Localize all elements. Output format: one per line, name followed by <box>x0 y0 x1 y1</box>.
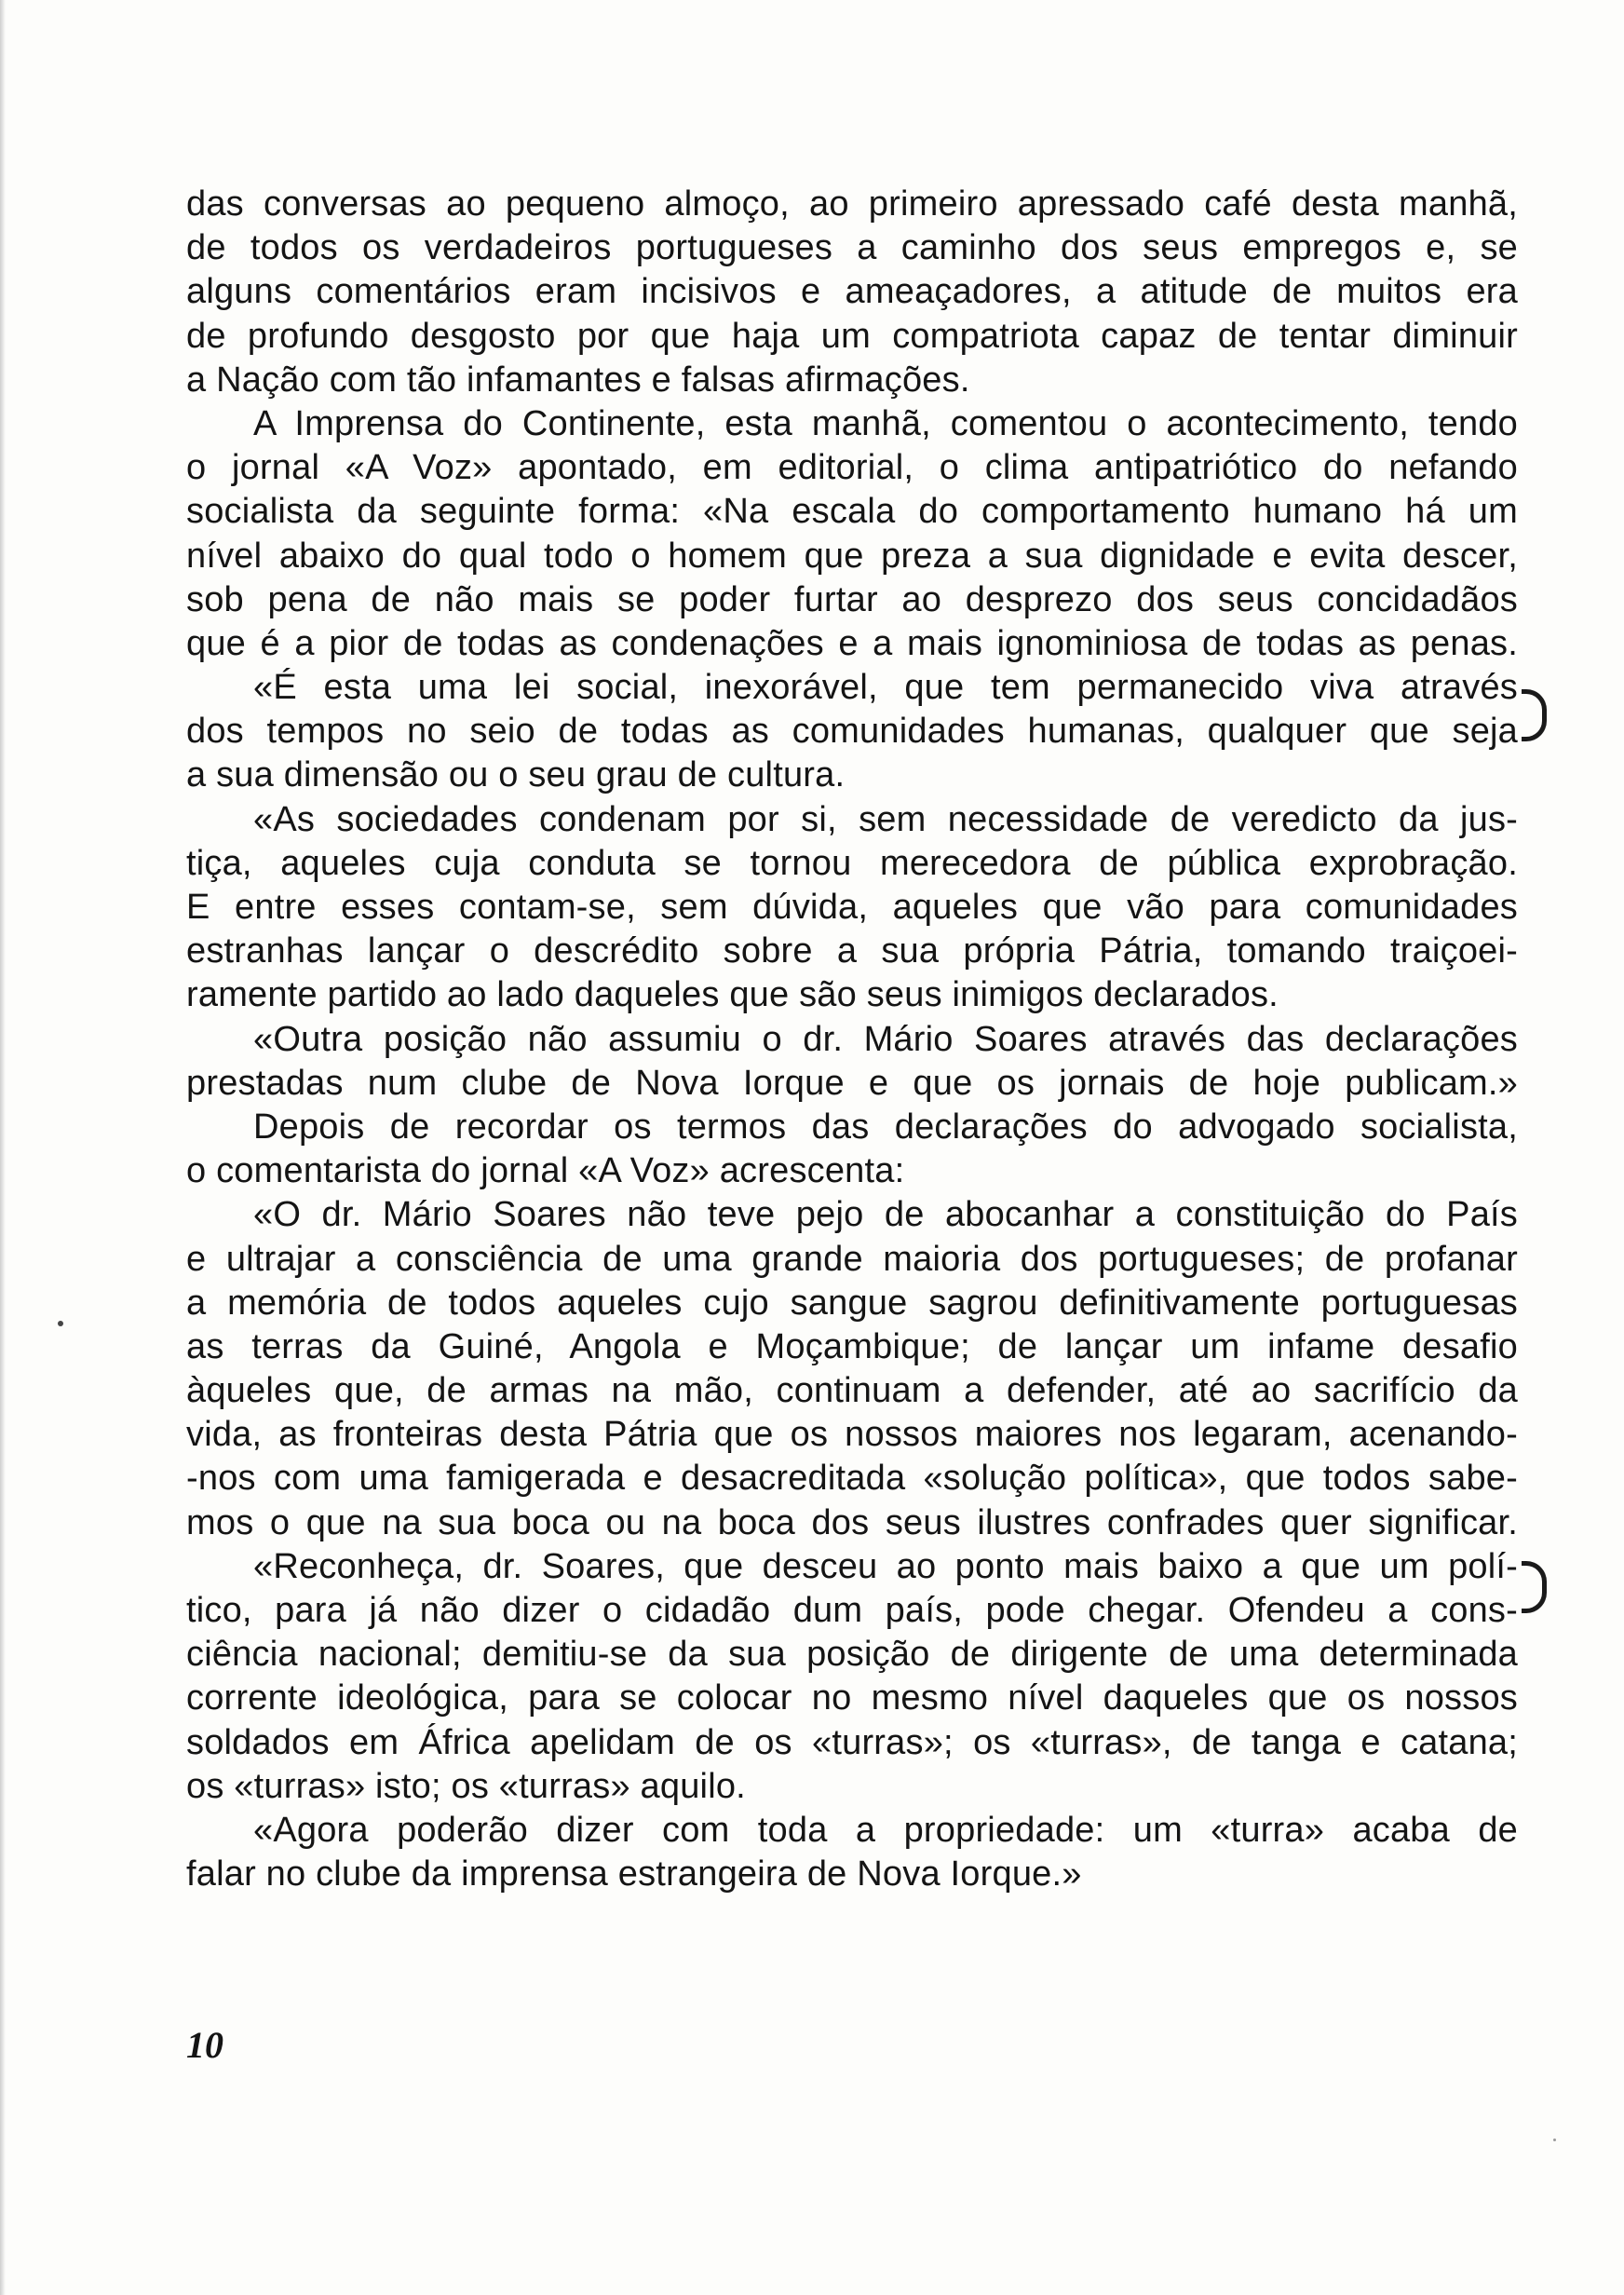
text-line: o comentarista do jornal «A Voz» acrescenta: <box>186 1151 905 1191</box>
text-line: a memória de todos aqueles cujo sangue sagrou definitivamente portuguesas <box>186 1283 1518 1323</box>
text-line: os «turras» isto; os «turras» aquilo. <box>186 1766 746 1806</box>
text-line: Depois de recordar os termos das declarações do advogado socialista, <box>253 1107 1518 1147</box>
text-line: a sua dimensão ou o seu grau de cultura. <box>186 755 846 795</box>
text-line: «Agora poderão dizer com toda a propriedade: um «turra» acaba de <box>253 1810 1518 1850</box>
text-line: E entre esses contam-se, sem dúvida, aqueles que vão para comunidades <box>186 888 1518 927</box>
text-line: nível abaixo do qual todo o homem que preza a sua dignidade e evita descer, <box>186 536 1518 576</box>
text-line: estranhas lançar o descrédito sobre a sua própria Pátria, tomando traiçoei- <box>186 931 1518 971</box>
text-line: o jornal «A Voz» apontado, em editorial, o clima antipatriótico do nefando <box>186 448 1518 488</box>
text-line: sob pena de não mais se poder furtar ao desprezo dos seus concidadãos <box>186 579 1518 619</box>
text-line: das conversas ao pequeno almoço, ao primeiro apressado café desta manhã, <box>186 184 1518 224</box>
text-line: mos o que na sua boca ou na boca dos seus ilustres confrades quer significar. <box>186 1502 1518 1542</box>
text-line: «O dr. Mário Soares não teve pejo de abocanhar a constituição do País <box>253 1195 1518 1235</box>
text-line: «Reconheça, dr. Soares, que desceu ao ponto mais baixo a que um polí- <box>253 1546 1518 1586</box>
text-line: «É esta uma lei social, inexorável, que tem permanecido viva através <box>253 668 1518 708</box>
text-line: tiça, aqueles cuja conduta se tornou merecedora de pública exprobração. <box>186 843 1518 883</box>
text-line: prestadas num clube de Nova Iorque e que os jornais de hoje publicam.» <box>186 1063 1518 1103</box>
page-binding-edge <box>0 0 6 2295</box>
page-number: 10 <box>186 2024 223 2066</box>
text-line: alguns comentários eram incisivos e ameaçadores, a atitude de muitos era <box>186 272 1518 312</box>
text-line: socialista da seguinte forma: «Na escala do comportamento humano há um <box>186 492 1518 532</box>
text-line: falar no clube da imprensa estrangeira de Nova Iorque.» <box>186 1854 1082 1894</box>
body-text <box>186 183 1518 1896</box>
text-line: -nos com uma famigerada e desacreditada «solução política», que todos sabe- <box>186 1459 1518 1499</box>
scan-tab-mark <box>1522 1561 1547 1613</box>
text-line: vida, as fronteiras desta Pátria que os nossos maiores nos legaram, acenando- <box>186 1415 1518 1455</box>
text-line: tico, para já não dizer o cidadão dum país, pode chegar. Ofendeu a cons- <box>186 1591 1518 1630</box>
text-line: àqueles que, de armas na mão, continuam a defender, até ao sacrifício da <box>186 1371 1518 1411</box>
text-line: ramente partido ao lado daqueles que são seus inimigos declarados. <box>186 975 1279 1015</box>
text-line: soldados em África apelidam de os «turras»; os «turras», de tanga e catana; <box>186 1722 1518 1762</box>
text-line: «Outra posição não assumiu o dr. Mário Soares através das declarações <box>253 1019 1518 1059</box>
scan-speck <box>1553 2139 1556 2141</box>
text-line: de profundo desgosto por que haja um compatriota capaz de tentar diminuir <box>186 316 1518 356</box>
text-line: corrente ideológica, para se colocar no mesmo nível daqueles que os nossos <box>186 1678 1518 1718</box>
text-line: A Imprensa do Continente, esta manhã, comentou o acontecimento, tendo <box>253 403 1518 443</box>
text-line: e ultrajar a consciência de uma grande maioria dos portugueses; de profanar <box>186 1239 1518 1279</box>
text-line: a Nação com tão infamantes e falsas afirmações. <box>186 360 970 400</box>
scan-speck <box>58 1321 63 1326</box>
scan-tab-mark <box>1522 689 1547 741</box>
text-line: que é a pior de todas as condenações e a mais ignominiosa de todas as penas. <box>186 623 1518 663</box>
text-line: as terras da Guiné, Angola e Moçambique; de lançar um infame desafio <box>186 1326 1518 1366</box>
text-line: «As sociedades condenam por si, sem necessidade de veredicto da jus- <box>253 799 1518 839</box>
text-line: ciência nacional; demitiu-se da sua posição de dirigente de uma determinada <box>186 1635 1518 1675</box>
text-line: dos tempos no seio de todas as comunidades humanas, qualquer que seja <box>186 712 1518 752</box>
text-line: de todos os verdadeiros portugueses a caminho dos seus empregos e, se <box>186 228 1518 268</box>
